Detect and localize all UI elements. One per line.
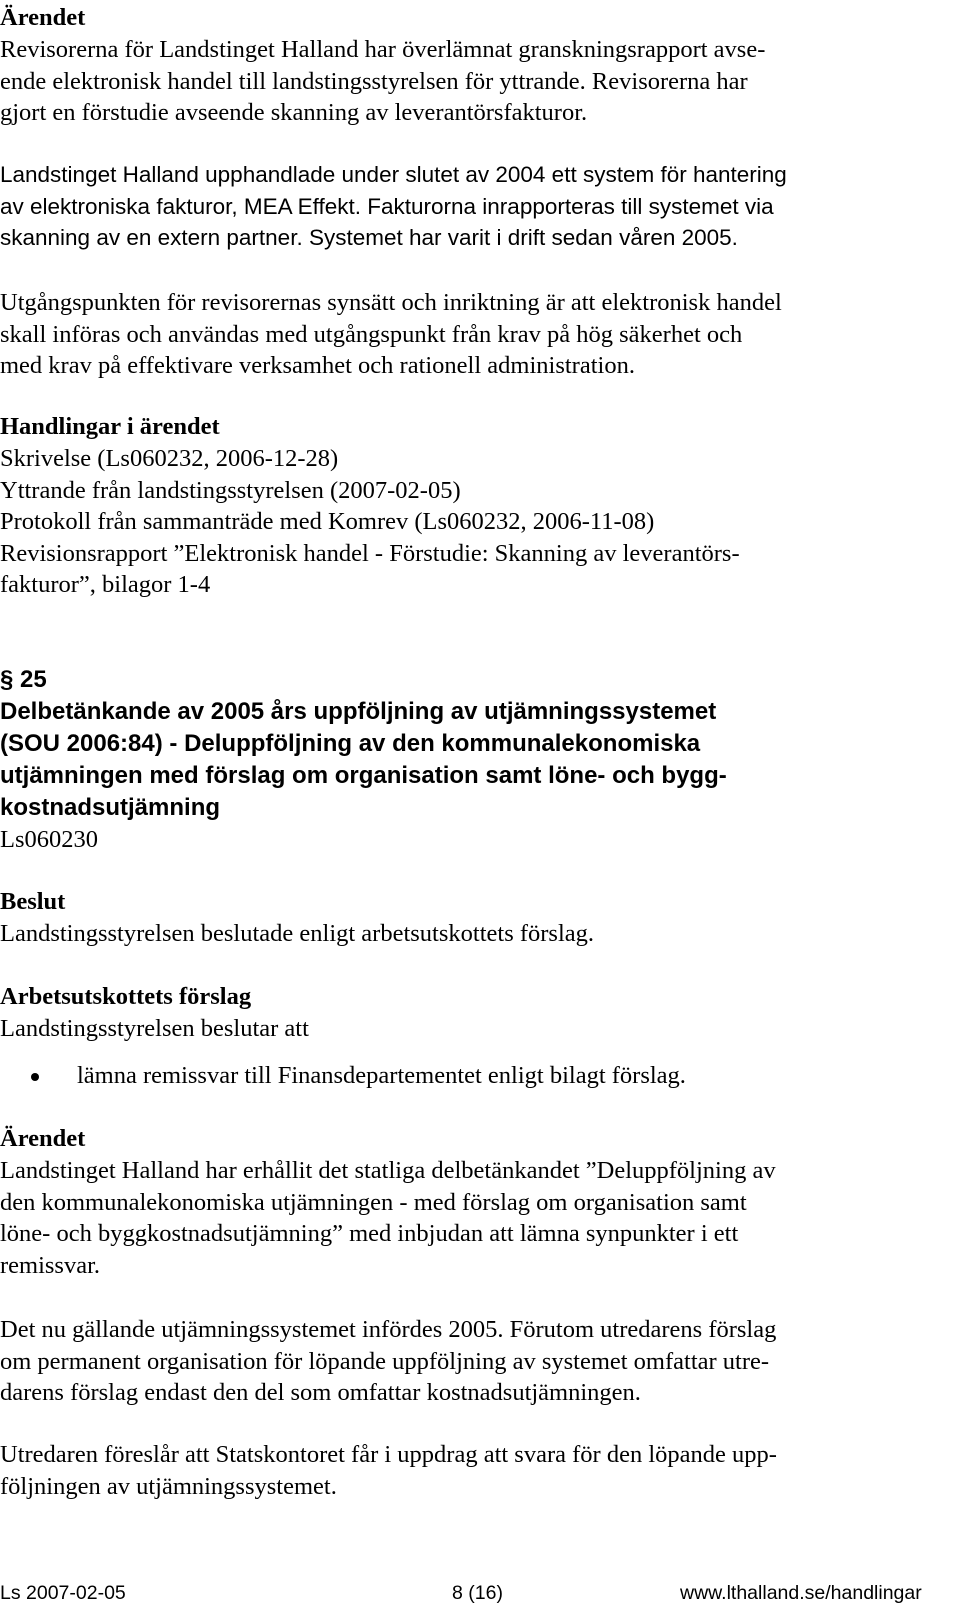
handling-item: Revisionsrapport ”Elektronisk handel - Förstudie: Skanning av leverantörs-: [0, 539, 740, 567]
case-title: Delbetänkande av 2005 års uppföljning av utjämningssystemet (SOU 2006:84) - Deluppföljning av den kommunalekonomiska utjämningen med förslag om organisation samt löne- och bygg- kostnadsutjämning: [0, 698, 727, 821]
forslag-bullet-item: lämna remissvar till Finansdepartementet enligt bilagt förslag.: [0, 1060, 920, 1092]
forslag-intro: Landstingsstyrelsen beslutar att: [0, 1015, 309, 1042]
beslut-text: Landstingsstyrelsen beslutade enligt arbetsutskottets förslag.: [0, 920, 595, 947]
paragraph-erhallit: Landstinget Halland har erhållit det statliga delbetänkandet ”Deluppföljning av den kommunalekonomiska utjämningen - med förslag om organisation samt löne- och byggkostnadsutjämning” med inbjudan att lämna synpunkter i ett remissvar.: [0, 1157, 776, 1279]
handling-item: Yttrande från landstingsstyrelsen (2007-02-05): [0, 476, 461, 504]
paragraph-mark: §: [0, 666, 14, 693]
paragraph-utgangspunkten: Utgångspunkten för revisorernas synsätt och inriktning är att elektronisk handel skall införas och användas med utgångspunkt från krav på hög säkerhet och med krav på effektivare verksamhet och rationell administration.: [0, 289, 782, 380]
footer-url: www.lthalland.se/handlingar: [680, 1582, 922, 1604]
bullet-icon: [31, 1073, 39, 1081]
case-number-heading: [0, 664, 920, 696]
paragraph-gallande: Det nu gällande utjämningssystemet infördes 2005. Förutom utredarens förslag om permanent organisation för löpande uppföljning av systemet omfattar utre- darens förslag endast den del som omfattar kostnadsutjämningen.: [0, 1316, 777, 1407]
arendet-heading-1: Ärendet: [0, 4, 86, 31]
footer-date: Ls 2007-02-05: [0, 1582, 126, 1604]
paragraph-revisorerna: Revisorerna för Landstinget Halland har överlämnat granskningsrapport avse- ende elektronisk handel till landstingsstyrelsen för yttrande. Revisorerna har gjort en förstudie avseende skanning av leverantörsfakturor.: [0, 36, 766, 127]
forslag-heading: Arbetsutskottets förslag: [0, 983, 252, 1010]
handling-item: fakturor”, bilagor 1-4: [0, 571, 211, 599]
handlingar-heading: Handlingar i ärendet: [0, 413, 220, 440]
handling-item: Skrivelse (Ls060232, 2006-12-28): [0, 445, 339, 472]
paragraph-upphandlade: Landstinget Halland upphandlade under slutet av 2004 ett system för hantering av elektroniska fakturor, MEA Effekt. Fakturorna inrapporteras till systemet via skanning av en extern partner. Systemet har varit i drift sedan våren 2005.: [0, 162, 787, 251]
beslut-heading: Beslut: [0, 888, 66, 915]
handling-item: Protokoll från sammanträde med Komrev (Ls060232, 2006-11-08): [0, 508, 655, 536]
page-footer: [0, 1577, 960, 1609]
paragraph-utredaren: Utredaren föreslår att Statskontoret får i uppdrag att svara för den löpande upp- följningen av utjämningssystemet.: [0, 1441, 777, 1500]
handlingar-list: [0, 443, 920, 601]
footer-page-number: 8 (16): [452, 1582, 503, 1604]
arendet-heading-2: Ärendet: [0, 1125, 86, 1152]
case-paragraph-number: 25: [20, 666, 47, 693]
case-reference: Ls060230: [0, 826, 98, 853]
